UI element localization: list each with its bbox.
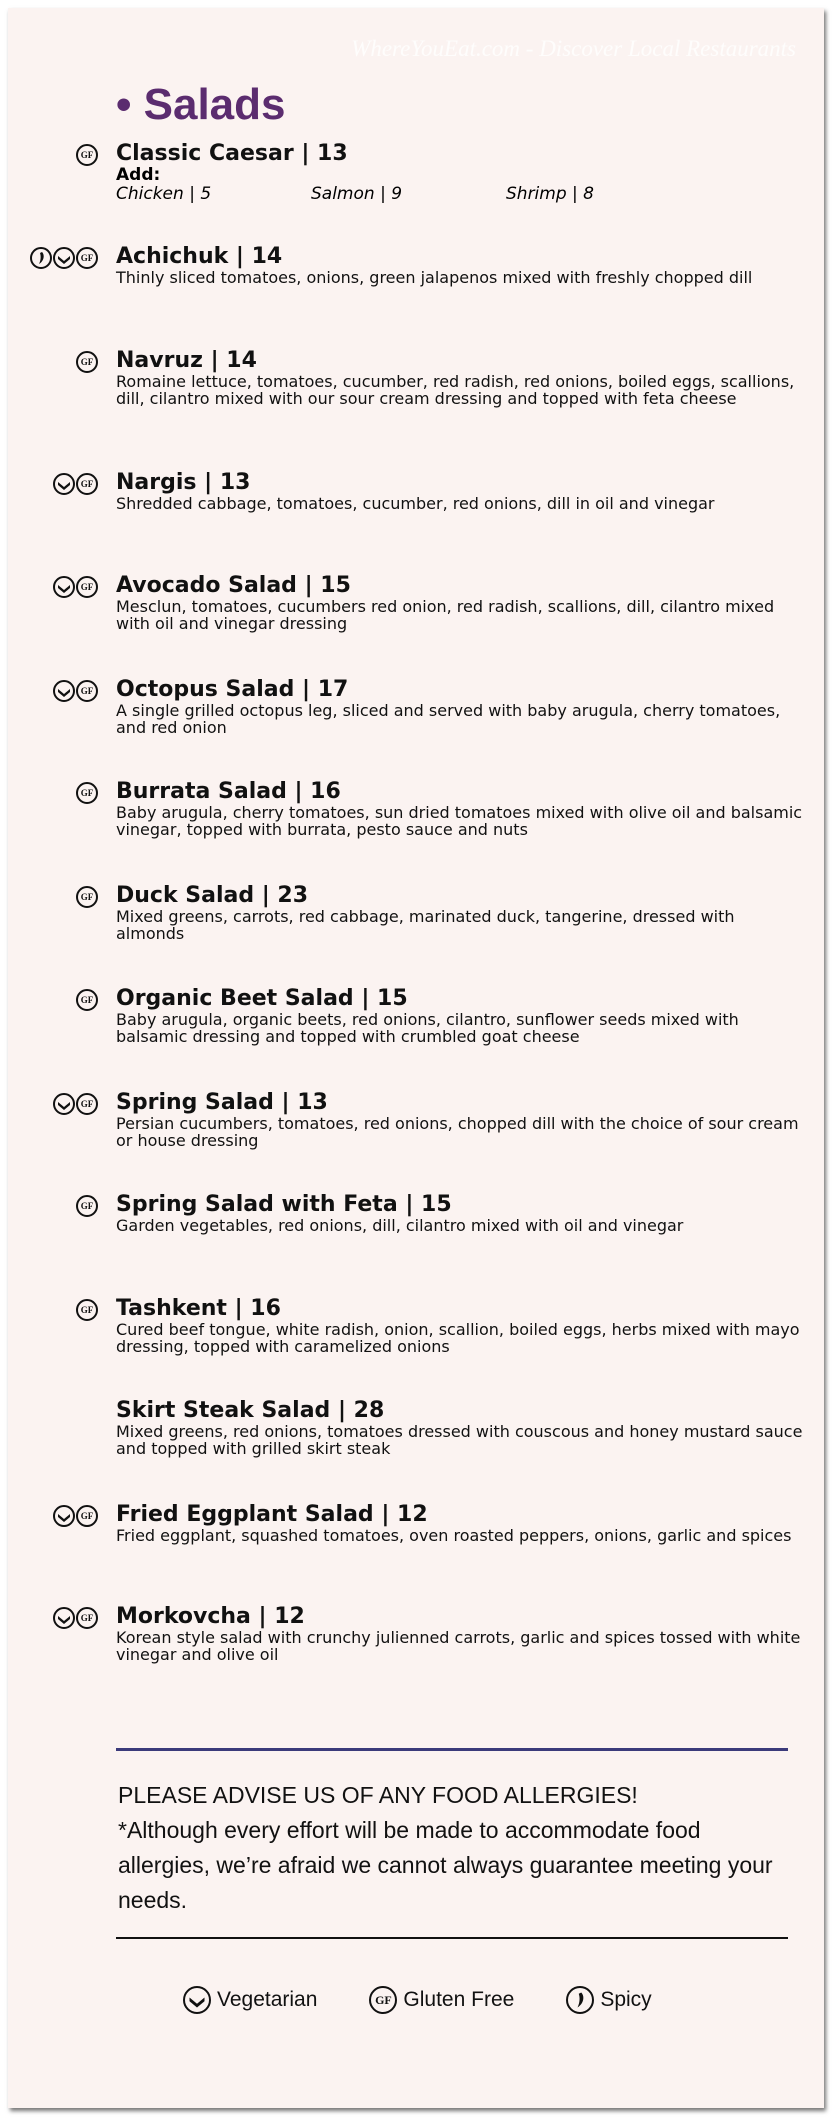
spicy-icon	[566, 1986, 594, 2014]
menu-item	[80, 1192, 806, 1235]
item-description: A single grilled octopus leg, sliced and served with baby arugula, cherry tomatoes, and red onion	[116, 701, 781, 737]
divider	[116, 1748, 788, 1751]
item-description: Thinly sliced tomatoes, onions, green jalapenos mixed with freshly chopped dill	[116, 268, 753, 287]
legend-vegetarian	[183, 1986, 317, 2014]
item-title: Duck Salad | 23	[116, 883, 309, 908]
dietary-icons	[76, 886, 98, 908]
vegetarian-icon	[53, 680, 75, 702]
gluten-free-icon: GF	[76, 247, 98, 269]
item-description: Baby arugula, organic beets, red onions, cilantro, sunflower seeds mixed with balsamic dressing and topped with crumbled goat cheese	[116, 1010, 739, 1046]
item-title: Organic Beet Salad | 15	[116, 986, 408, 1011]
dietary-icons	[76, 782, 98, 804]
vegetarian-icon	[53, 1093, 75, 1115]
dietary-icons	[53, 1093, 98, 1115]
menu-item	[80, 573, 806, 633]
dietary-icons	[53, 1607, 98, 1629]
menu-item	[80, 779, 806, 839]
menu-item	[80, 348, 806, 408]
allergy-notice	[118, 1778, 798, 1918]
gluten-free-icon: GF	[76, 351, 98, 373]
menu-item	[116, 1399, 806, 1457]
item-title: Navruz | 14	[116, 348, 257, 373]
dietary-icons	[30, 247, 98, 269]
legend-gluten-free	[369, 1986, 514, 2014]
item-description: Garden vegetables, red onions, dill, cilantro mixed with oil and vinegar	[116, 1216, 684, 1235]
gluten-free-icon: GF	[76, 1195, 98, 1217]
item-description: Mesclun, tomatoes, cucumbers red onion, red radish, scallions, dill, cilantro mixed with oil and vinegar dressing	[116, 597, 775, 633]
menu-item	[80, 1604, 806, 1664]
dietary-icons	[76, 1195, 98, 1217]
item-description: Korean style salad with crunchy julienned carrots, garlic and spices tossed with white vinegar and olive oil	[116, 1628, 801, 1664]
item-description: Fried eggplant, squashed tomatoes, oven roasted peppers, onions, garlic and spices	[116, 1526, 792, 1545]
item-description: Persian cucumbers, tomatoes, red onions, chopped dill with the choice of sour cream or house dressing	[116, 1114, 799, 1150]
gluten-free-icon: GF	[76, 989, 98, 1011]
vegetarian-icon	[183, 1986, 211, 2014]
addon: Shrimp | 8	[506, 184, 594, 204]
menu-item	[80, 1090, 806, 1150]
menu-item	[80, 244, 806, 287]
gluten-free-icon: GF	[76, 886, 98, 908]
item-title: Tashkent | 16	[116, 1296, 281, 1321]
legend-label: Vegetarian	[217, 1988, 318, 2011]
item-title: Morkovcha | 12	[116, 1604, 305, 1629]
gluten-free-icon: GF	[369, 1986, 397, 2014]
allergy-note: *Although every effort will be made to accommodate food allergies, we’re afraid we cannot always guarantee meeting your needs.	[118, 1817, 773, 1913]
dietary-icons	[53, 473, 98, 495]
item-title: Avocado Salad | 15	[116, 573, 351, 598]
menu-item	[80, 141, 806, 204]
item-description: Baby arugula, cherry tomatoes, sun dried tomatoes mixed with olive oil and balsamic vinegar, topped with burrata, pesto sauce and nuts	[116, 803, 803, 839]
item-description: Cured beef tongue, white radish, onion, scallion, boiled eggs, herbs mixed with mayo dressing, topped with caramelized onions	[116, 1320, 800, 1356]
menu-page	[8, 8, 824, 2108]
add-label: Add:	[116, 165, 161, 185]
menu-item	[80, 1296, 806, 1356]
dietary-icons	[76, 144, 98, 166]
gluten-free-icon: GF	[76, 1093, 98, 1115]
dietary-icons	[53, 1505, 98, 1527]
item-description: Romaine lettuce, tomatoes, cucumber, red radish, red onions, boiled eggs, scallions, dill, cilantro mixed with our sour cream dressing and topped with feta cheese	[116, 372, 795, 408]
item-title: Burrata Salad | 16	[116, 779, 341, 804]
menu-item	[80, 986, 806, 1046]
item-description: Mixed greens, red onions, tomatoes dressed with couscous and honey mustard sauce and topped with grilled skirt steak	[116, 1422, 803, 1458]
legend-spicy	[566, 1986, 651, 2014]
gluten-free-icon: GF	[76, 680, 98, 702]
item-title: Achichuk | 14	[116, 244, 283, 269]
vegetarian-icon	[53, 1607, 75, 1629]
gluten-free-icon: GF	[76, 473, 98, 495]
gluten-free-icon: GF	[76, 1299, 98, 1321]
allergy-heading: PLEASE ADVISE US OF ANY FOOD ALLERGIES!	[118, 1782, 638, 1808]
gluten-free-icon: GF	[76, 144, 98, 166]
item-title: Octopus Salad | 17	[116, 677, 349, 702]
menu-item	[80, 677, 806, 737]
vegetarian-icon	[53, 576, 75, 598]
item-description: Mixed greens, carrots, red cabbage, marinated duck, tangerine, dressed with almonds	[116, 907, 735, 943]
item-title: Nargis | 13	[116, 470, 251, 495]
dietary-icons	[76, 989, 98, 1011]
item-title: Skirt Steak Salad | 28	[116, 1398, 385, 1423]
addon: Chicken | 5	[116, 184, 212, 204]
vegetarian-icon	[53, 1505, 75, 1527]
gluten-free-icon: GF	[76, 1607, 98, 1629]
legend-label: Gluten Free	[403, 1988, 515, 2011]
section-title: • Salads	[116, 80, 286, 129]
dietary-icons	[53, 576, 98, 598]
legend	[183, 1986, 652, 2014]
menu-item	[80, 1502, 806, 1545]
vegetarian-icon	[53, 247, 75, 269]
addon: Salmon | 9	[311, 184, 403, 204]
legend-label: Spicy	[600, 1988, 652, 2011]
item-title: Spring Salad | 13	[116, 1090, 328, 1115]
vegetarian-icon	[53, 473, 75, 495]
divider	[116, 1937, 788, 1939]
gluten-free-icon: GF	[76, 576, 98, 598]
menu-item	[80, 470, 806, 513]
item-title: Spring Salad with Feta | 15	[116, 1192, 452, 1217]
item-title: Fried Eggplant Salad | 12	[116, 1502, 428, 1527]
menu-item	[80, 883, 806, 943]
gluten-free-icon: GF	[76, 782, 98, 804]
dietary-icons	[76, 1299, 98, 1321]
addons	[116, 184, 806, 204]
item-title: Classic Caesar | 13	[116, 141, 348, 166]
watermark: WhereYouEat.com - Discover Local Restaurants	[351, 36, 796, 61]
dietary-icons	[76, 351, 98, 373]
item-description: Shredded cabbage, tomatoes, cucumber, red onions, dill in oil and vinegar	[116, 494, 715, 513]
dietary-icons	[53, 680, 98, 702]
spicy-icon	[30, 247, 52, 269]
gluten-free-icon: GF	[76, 1505, 98, 1527]
